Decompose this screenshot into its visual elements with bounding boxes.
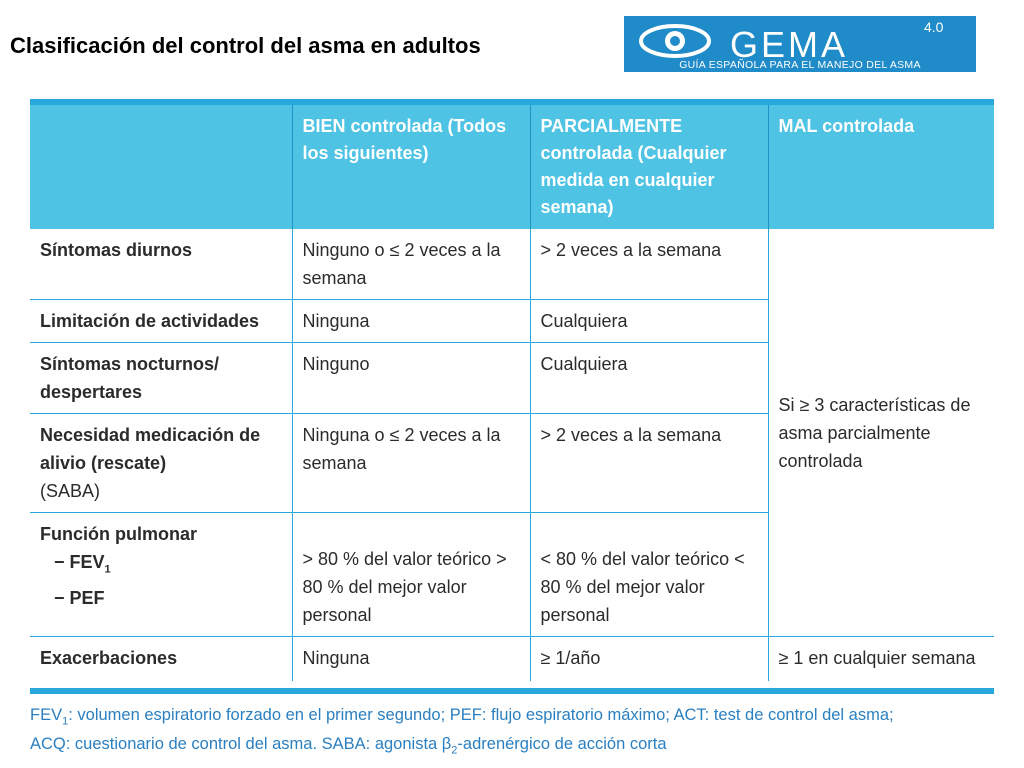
- logo-subtitle: GUÍA ESPAÑOLA PARA EL MANEJO DEL ASMA: [679, 59, 921, 71]
- header-empty: [30, 105, 292, 229]
- gema-logo: [624, 16, 976, 72]
- header-bien: BIEN controlada (Todos los siguientes): [292, 105, 530, 229]
- cell-parcial: > 2 veces a la semana: [530, 414, 768, 513]
- footnote-beta-sub: 2: [451, 744, 458, 757]
- header-row: [30, 105, 994, 229]
- footnote-fev: FEV: [30, 706, 63, 724]
- header-mal: MAL controlada: [768, 105, 994, 229]
- cell-parcial: > 2 veces a la semana: [530, 229, 768, 300]
- cell-mal: ≥ 1 en cualquier semana: [768, 637, 994, 681]
- footnote-line1: : volumen espiratorio forzado en el primer segundo; PEF: flujo espiratorio máximo; ACT: test de control del asma;: [68, 706, 894, 724]
- logo-name: GEMA: [730, 24, 849, 65]
- cell-parcial: Cualquiera: [530, 300, 768, 343]
- footnote-line2-end: -adrenérgico de acción corta: [457, 735, 667, 754]
- row-label: [30, 513, 292, 637]
- cell-bien: > 80 % del valor teórico > 80 % del mejor valor personal: [292, 513, 530, 637]
- row-label: [30, 414, 292, 513]
- cell-bien: Ninguno: [292, 343, 530, 414]
- row-label: Limitación de actividades: [30, 300, 292, 343]
- cell-bien: Ninguna: [292, 637, 530, 681]
- gema-emblem-icon: [638, 24, 712, 58]
- row-label-text: Necesidad medicación de alivio (rescate): [40, 425, 261, 473]
- asthma-control-table: [30, 105, 994, 681]
- cell-parcial: ≥ 1/año: [530, 637, 768, 681]
- bottom-rule: [30, 688, 994, 694]
- header-parcial: PARCIALMENTE controlada (Cualquier medida en cualquier semana): [530, 105, 768, 229]
- pef-item: − PEF: [54, 587, 105, 608]
- fev-item: − FEV: [54, 552, 105, 572]
- table-row: [30, 637, 994, 681]
- row-label-text: Función pulmonar: [40, 524, 197, 544]
- cell-bien: Ninguna o ≤ 2 veces a la semana: [292, 414, 530, 513]
- cell-mal-merged: Si ≥ 3 características de asma parcialmente controlada: [768, 229, 994, 637]
- page-title: Clasificación del control del asma en adultos: [10, 33, 481, 58]
- footnote-line2-start: ACQ: cuestionario de control del asma. SABA: agonista β: [30, 735, 452, 754]
- row-label-note: (SABA): [40, 481, 101, 501]
- row-label: Síntomas diurnos: [30, 229, 292, 300]
- logo-version: 4.0: [924, 19, 944, 35]
- cell-parcial: < 80 % del valor teórico < 80 % del mejor valor personal: [530, 513, 768, 637]
- table-row: [30, 229, 994, 300]
- fev-subscript: 1: [104, 563, 111, 576]
- row-label: Síntomas nocturnos/ despertares: [30, 343, 292, 414]
- row-label: Exacerbaciones: [40, 648, 178, 668]
- footnote-fev-sub: 1: [62, 715, 69, 728]
- cell-bien: Ninguno o ≤ 2 veces a la semana: [292, 229, 530, 300]
- cell-bien: Ninguna: [292, 300, 530, 343]
- footnote: [30, 704, 1010, 763]
- cell-parcial: Cualquiera: [530, 343, 768, 414]
